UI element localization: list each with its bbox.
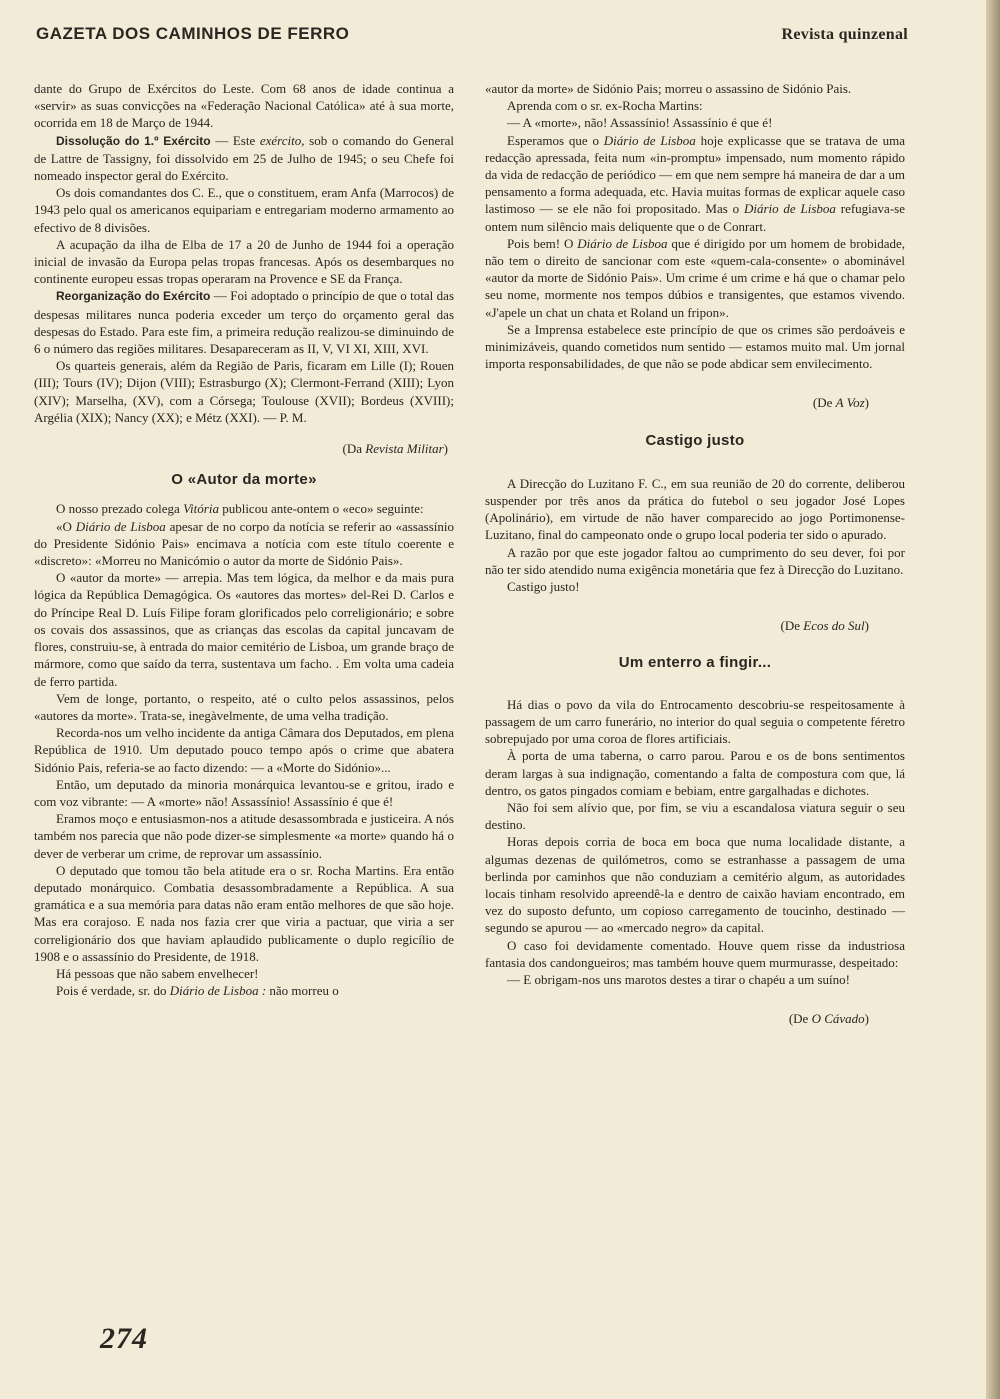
text: hoje explicasse que se tratava de uma redacção apressada, feita num «in-promptu» impensado, num momento rápido da vida de redacção de periódico — em que nem sempre há maneira de dar a um pensamento a forma adequada, etc. Havia muitas formas de explicar aquele caso lastimoso — se ele não foi propositado. Mas o	[485, 132, 906, 217]
paragraph: Aprenda com o sr. ex-Rocha Martins:	[507, 98, 703, 114]
paragraph	[34, 132, 454, 185]
paragraph: À porta de uma taberna, o carro parou. Parou e os de bons sentimentos deram largas à sua indignação, comentando a falta de compostura com que, lá dentro, os gatos pingados comiam e bebiam, entre gargalhadas e dichotes.	[485, 748, 905, 798]
text: )	[864, 1011, 869, 1027]
paragraph: Horas depois corria de boca em boca que numa localidade distante, a algumas dezenas de quilómetros, como se estranhasse a passagem de uma berlinda por caminhos que não conduziam a cemitério algum, as autoridades locais tinham resolvido apreendê-la e dentro de caixão haviam encontrado, em vez do suposto defunto, um copioso carregamento de toucinho, destinado — segundo se apurou — ao «mercado negro» da capital.	[485, 834, 905, 936]
paragraph: O «autor da morte» — arrepia. Mas tem lógica, da melhor e da mais pura lógica da República Demagógica. Os «autores das mortes» del-Rei D. Carlos e do Príncipe Real D. Luís Filipe foram glorificados pelo correligionário; e sobre os covais dos assassinos, que as crianças das escolas da capital juncavam de flores, construiu-se, à entrada do maior cemitério de Lisboa, um grande braço de mármore, como que saído da terra, sustentava um facho. . Em volta uma cadeia de ferro partida.	[34, 570, 454, 689]
paragraph: Então, um deputado da minoria monárquica levantou-se e gritou, irado e com voz vibrante: — A «morte» não! Assassínio! Assassínio é que é!	[34, 776, 454, 809]
paragraph: A acupação da ilha de Elba de 17 a 20 de Junho de 1944 foi a operação inicial de invasão da Europa pelas tropas francesas. Após os desembarques no continente europeu essas tropas operaram na Provence e SE da França.	[34, 236, 454, 287]
publication-subtitle: Revista quinzenal	[781, 26, 908, 43]
paragraph: O deputado que tomou tão bela atitude era o sr. Rocha Martins. Era então deputado monárquico. Combatia desassombradamente a República. A sua gramática e a sua memória para datas não eram então melhores de que são hoje. Mas era corajoso. E nada nos fazia crer que viria a pactuar, que viria a ser correligionário dos que haviam aplaudido publicamente o duplo regicílio de 1908 e o assassínio do Presidente, de 1918.	[34, 862, 454, 964]
paragraph: A Direcção do Luzitano F. C., em sua reunião de 20 do corrente, deliberou suspender por três anos da prática do futebol o seu jogador José Lopes (Apolinário), em virtude de não haver comparecido ao jogo Portimonense-Luzitano, final do campeonato onde o grupo local poderia ter sido o apurado.	[485, 475, 905, 543]
text: Pois é verdade, sr. do	[56, 983, 170, 999]
paragraph: Há dias o povo da vila do Entrocamento descobriu-se respeitosamente à passagem de um carro funerário, no interior do qual seguia o competente féretro sobrepujado por uma coroa de flores artificiais.	[485, 696, 905, 747]
paragraph: dante do Grupo de Exércitos do Leste. Com 68 anos de idade continua a «servir» as suas convicções na «Federação Nacional Católica» até à sua morte, ocorrida em 18 de Março de 1944.	[34, 81, 454, 131]
italic-text: Diário de Lisboa :	[169, 983, 267, 999]
source-credit	[485, 394, 869, 411]
italic-text: Ecos do Sul	[803, 618, 865, 634]
paragraph: A razão por que este jogador faltou ao cumprimento do seu dever, foi por não ter sido atendido numa exigência monetária que fez à Direcção do Luzitano.	[485, 544, 905, 577]
section-heading: Dissolução do 1.º Exército	[56, 133, 211, 148]
italic-text: O Cávado	[811, 1011, 865, 1027]
text: refugiava-se ontem num silêncio mais deliquente que o de Conrart.	[485, 201, 905, 234]
text: — Foi adoptado o princípio de que o total das despesas militares nunca poderia exceder um terço do orçamento geral das despesas do Estado. Para este fim, a primeira redução realizou-se diminuindo de 6 o número das regiões militares. Desapareceram as II, V, VI XI, XIII, XVI.	[34, 288, 454, 357]
paragraph: Os quarteis generais, além da Região de Paris, ficaram em Lille (I); Rouen (III); Tours (IV); Dijon (VIII); Estrasburgo (X); Clermont-Ferrand (XIII); Lyon (XIV); Marselha, (XV), com a Córsega; Toulouse (XVII); Bordeus (XVIII); Argélia (XIX); Nancy (XX); e Métz (XXI). — P. M.	[34, 358, 454, 425]
italic-text: Diário de Lisboa	[603, 132, 696, 148]
article-title: O «Autor da morte»	[171, 471, 317, 489]
italic-text: A Voz	[835, 395, 865, 411]
paragraph: «autor da morte» de Sidónio Pais; morreu o assassino de Sidónio Pais.	[485, 81, 852, 96]
paragraph: Se a Imprensa estabelece este princípio de que os crimes são perdoáveis e minimizáveis, quando cometidos num sentido — estamos muito mal. Um jornal importa responsabilidades, de que não se pode abdicar sem envilecimento.	[485, 321, 905, 372]
italic-text: Revista Militar	[365, 441, 444, 457]
text: não morreu o	[266, 983, 339, 999]
text: (Da	[342, 441, 366, 457]
paragraph: Há pessoas que não sabem envelhecer!	[56, 965, 259, 981]
paragraph: Recorda-nos um velho incidente da antiga Câmara dos Deputados, em plena República de 1910. Um deputado pouco tempo após o crime que abatera Sidónio Pais, referia-se ao facto dizendo: — a «Morte do Sidónio»...	[34, 725, 454, 775]
italic-text: Diário de Lisboa	[577, 235, 668, 251]
paragraph: Os dois comandantes dos C. E., que o constituem, eram Anfa (Marrocos) de 1943 pelo qual os americanos equipariam e entregariam moderno armamento ao efectivo de 8 divisões.	[34, 185, 454, 235]
article-title: Um enterro a fingir...	[618, 654, 772, 672]
paragraph	[34, 500, 454, 517]
source-credit	[34, 440, 448, 457]
paragraph	[485, 132, 905, 235]
text: )	[443, 441, 448, 457]
section-heading: Reorganização do Exército	[56, 289, 211, 304]
text: (De	[812, 395, 836, 411]
source-credit	[485, 1010, 869, 1027]
text: que é dirigido por um homem de brobidade, não tem o direito de sancionar com este «quem-cala-consente» o abominável «autor da morte de Sidónio Pais». Um crime é um crime e há que o chamar pelo seu nome, mormente nos tempos dúbios e transigentes, que estamos vivendo. «J'apele un chat un chata et Roland un fripon».	[485, 235, 906, 320]
text: «O	[56, 518, 76, 534]
italic-text: Vitória	[183, 501, 219, 517]
paragraph: Eramos moço e entusiasmon-nos a atitude desassombrada e justiceira. A nós também nos parecia que não pode dizer-se simplesmente «a morte» quando há o dever de verberar um crime, de reprovar um assassínio.	[34, 811, 454, 861]
source-credit	[485, 617, 869, 634]
italic-text: exército,	[259, 132, 305, 148]
page-edge	[986, 0, 1000, 1399]
paragraph	[34, 982, 454, 999]
left-column	[34, 80, 454, 999]
text: publicou ante-ontem o «eco» seguinte:	[218, 501, 424, 517]
text: sob o comando do General de Lattre de Tassigny, foi dissolvido em 25 de Julho de 1945; o seu Chefe foi nomeado inspector geral do Exército.	[34, 132, 454, 184]
text: — Este	[210, 132, 260, 148]
paragraph	[34, 287, 454, 357]
text: apesar de no corpo da notícia se referir ao «assassínio do Presidente Sidónio Pais» encimava a notícia com este título coerente e «discreto»: «Morreu no Manicómio o autor da morte de Sidónio Pais».	[34, 518, 455, 569]
italic-text: Diário de Lisboa	[743, 201, 836, 217]
page-number: 274	[100, 1322, 148, 1355]
text: )	[864, 618, 869, 634]
article-title: Castigo justo	[645, 431, 745, 449]
publication-title: GAZETA DOS CAMINHOS DE FERRO	[36, 24, 350, 43]
italic-text: Diário de Lisboa	[75, 518, 166, 534]
text: (De	[780, 618, 804, 634]
page-header	[36, 24, 908, 44]
text: (De	[788, 1011, 812, 1027]
right-column	[485, 80, 905, 1041]
text: Pois bem! O	[507, 235, 578, 251]
paragraph	[34, 518, 454, 570]
paragraph: — A «morte», não! Assassínio! Assassínio é que é!	[507, 115, 773, 131]
paragraph: Não foi sem alívio que, por fim, se viu a escandalosa viatura seguir o seu destino.	[485, 799, 905, 833]
paragraph	[485, 235, 905, 321]
text: )	[864, 395, 869, 411]
paragraph: Castigo justo!	[507, 579, 580, 595]
paragraph: — E obrigam-nos uns marotos destes a tirar o chapéu a um suíno!	[507, 971, 850, 987]
text: Esperamos que o	[507, 132, 604, 148]
paragraph: O caso foi devidamente comentado. Houve quem risse da industriosa fantasia dos candongueiros; mas também houve quem murmurasse, despeitado:	[485, 937, 905, 970]
text: O nosso prezado colega	[56, 501, 184, 517]
paragraph: Vem de longe, portanto, o respeito, até o culto pelos assassinos, pelos «autores da morte». Trata-se, inegàvelmente, de uma velha tradição.	[34, 690, 454, 723]
